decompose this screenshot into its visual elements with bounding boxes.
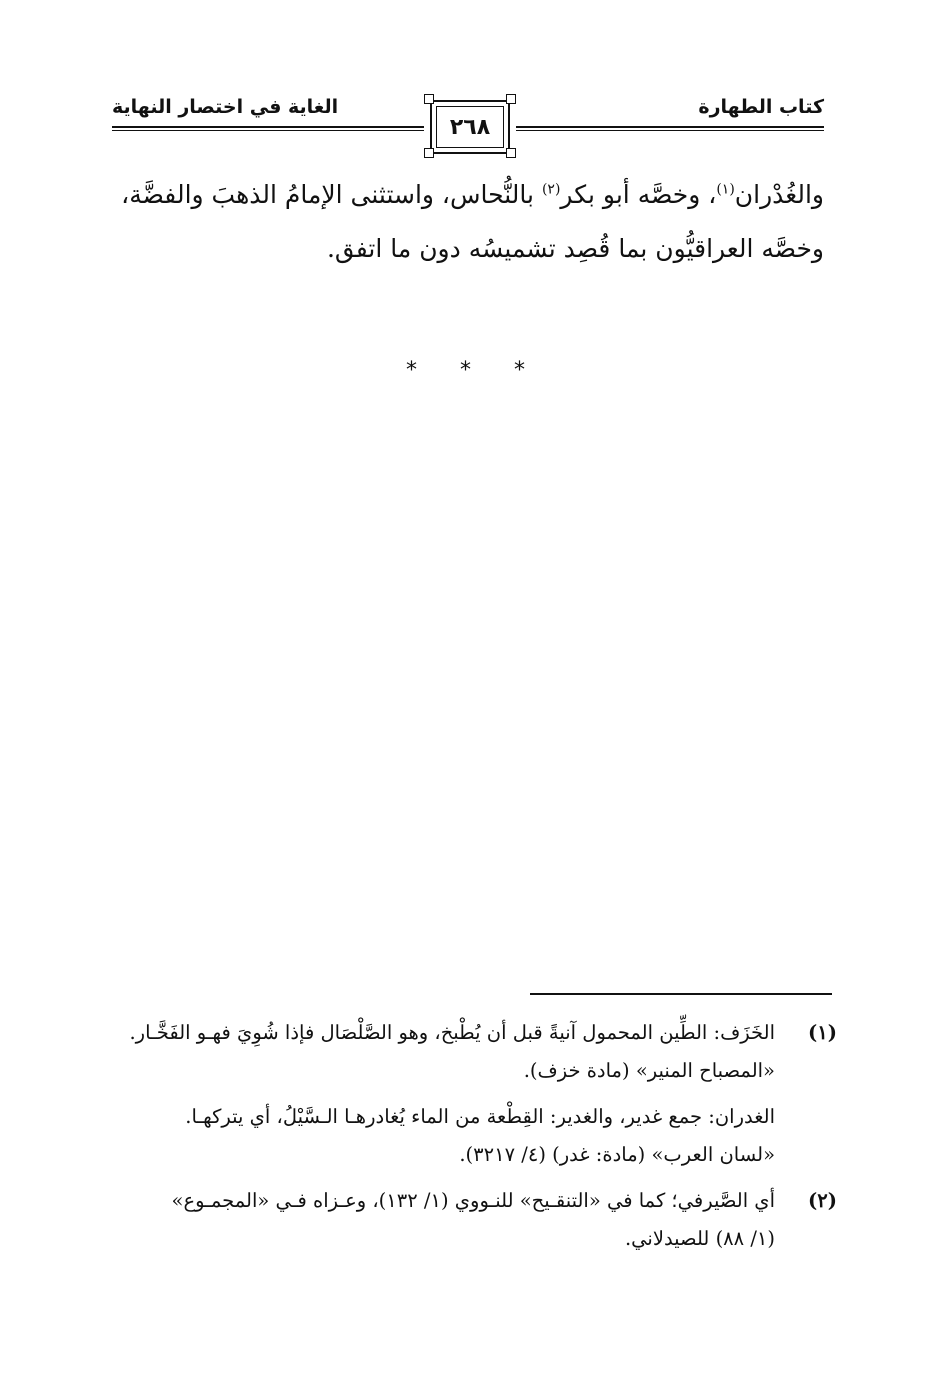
footnote-2 bbox=[112, 1182, 837, 1258]
book-title: الغاية في اختصار النهاية bbox=[112, 96, 339, 118]
footnote-number: (١) bbox=[808, 1021, 837, 1044]
frame-corner bbox=[506, 148, 516, 158]
footnote-divider bbox=[530, 993, 832, 995]
section-separator: * * * bbox=[406, 358, 543, 383]
footnote-ref-2[interactable]: (٢) bbox=[541, 181, 561, 198]
chapter-title: كتاب الطهارة bbox=[698, 96, 824, 118]
footnote-line: «المصباح المنير» (مادة خزف). bbox=[523, 1059, 775, 1082]
page-number: ٢٦٨ bbox=[436, 106, 504, 148]
page-number-frame bbox=[424, 90, 516, 158]
frame-corner bbox=[424, 148, 434, 158]
body-text bbox=[112, 168, 824, 276]
body-line-2: وخصَّه العراقيُّون بما قُصِد تشميسُه دون ما اتفق. bbox=[326, 234, 824, 263]
frame-corner bbox=[506, 94, 516, 104]
footnote-line: أي الصَّيرفي؛ كما في «التنقـيح» للنـووي (١/ ١٣٢)، وعـزاه فـي «المجمـوع» bbox=[171, 1189, 775, 1212]
running-header bbox=[112, 90, 824, 160]
frame-corner bbox=[424, 94, 434, 104]
footnotes bbox=[112, 1014, 837, 1266]
footnote-1 bbox=[112, 1014, 837, 1174]
footnote-ref-1[interactable]: (١) bbox=[716, 181, 735, 198]
body-line-1: والغُدْران$^{(١)}$، وخصَّه أبو بكر$^{(٢)}$ بالنُّحاس، واستثنى الإمامُ الذهبَ والفضَّة، bbox=[121, 180, 824, 209]
footnote-line: «لسان العرب» (مادة: غدر) (٤/ ٣٢١٧). bbox=[459, 1143, 775, 1166]
footnote-number: (٢) bbox=[808, 1189, 837, 1212]
footnote-line: الغدران: جمع غدير، والغدير: القِطْعة من الماء يُغادرهـا الـسَّيْلُ، أي يتركهـا. bbox=[185, 1105, 775, 1128]
footnote-line: الخَزَف: الطِّين المحمول آنيةً قبل أن يُطْبخ، وهو الصَّلْصَال فإذا شُوِيَ فهـو الفَخَّـار. bbox=[129, 1021, 775, 1044]
footnote-line: (١/ ٨٨) للصيدلاني. bbox=[624, 1227, 775, 1250]
